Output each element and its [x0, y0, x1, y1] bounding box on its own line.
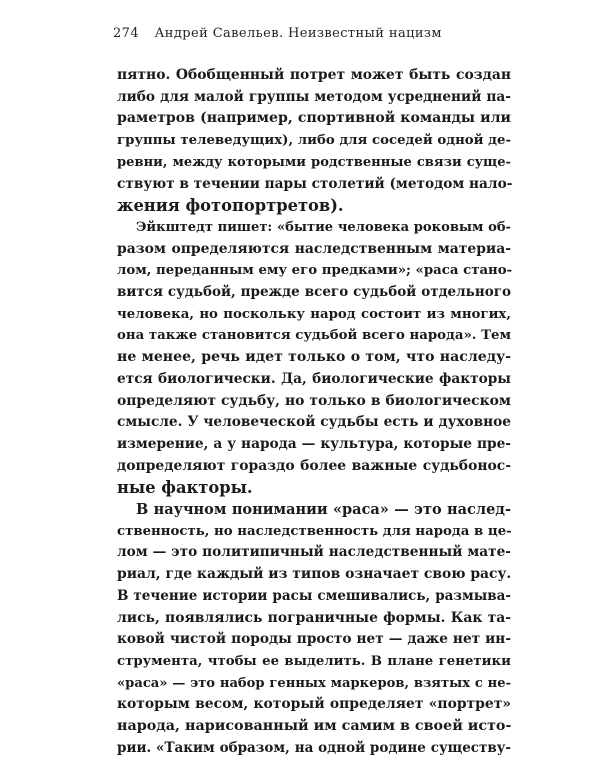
text-line: ные факторы.	[117, 478, 253, 498]
text-line: пятно. Обобщенный потрет может быть создан	[117, 67, 511, 83]
text-line: Эйкштедт пишет: «бытие человека роковым об-	[136, 219, 511, 235]
text-line: допределяют гораздо более важные судьбонос-	[117, 457, 511, 474]
running-title: Андрей Савельев. Неизвестный нацизм	[154, 26, 442, 41]
text-line: раметров (например, спортивной команды или	[117, 110, 511, 127]
text-line: ется биологически. Да, биологические факторы	[117, 370, 511, 387]
text-line: которым весом, который определяет «портрет»	[117, 696, 511, 713]
text-line: «раса» — это набор генных маркеров, взятых с не-	[117, 675, 511, 691]
text-line: смысле. У человеческой судьбы есть и духовное	[117, 414, 511, 431]
text-line: группы телеведущих), либо для соседей одной де-	[117, 133, 512, 149]
text-line: лись, появлялись пограничные формы. Как та-	[117, 609, 511, 626]
page-number: 274	[113, 26, 140, 41]
text-line: жения фотопортретов).	[117, 196, 344, 216]
text-line: человека, но поскольку народ состоит из многих,	[117, 306, 511, 322]
text-line: ственность, но наследственность для народа в це-	[117, 523, 512, 539]
text-line: струмента, чтобы ее выделить. В плане генетики	[117, 653, 511, 669]
text-line: определяют судьбу, но только в биологическом	[117, 392, 511, 409]
text-line: риал, где каждый из типов означает свою расу.	[117, 566, 512, 583]
text-line: ствуют в течении пары столетий (методом нало-	[117, 175, 513, 192]
body-text	[117, 65, 511, 760]
text-line: лом — это политипичный наследственный мате-	[117, 544, 511, 561]
text-line: лом, переданным ему его предками»; «раса стано-	[117, 263, 513, 279]
text-line: ковой чистой породы просто нет — даже нет ин-	[117, 631, 511, 648]
text-line: В научном понимании «раса» — это наслед-	[136, 501, 511, 519]
text-line: народа, нарисованный им самим в своей исто-	[117, 718, 512, 735]
text-line: не менее, речь идет только о том, что наследу-	[117, 349, 511, 366]
text-line: рии. «Таким образом, на одной родине существу-	[117, 739, 511, 756]
text-line: измерение, а у народа — культура, которые пре-	[117, 435, 511, 452]
text-line: либо для малой группы методом усреднений па-	[117, 88, 511, 105]
text-line: В течение истории расы смешивались, размыва-	[117, 587, 511, 604]
text-line: ревни, между которыми родственные связи суще-	[117, 154, 511, 170]
text-line: вится судьбой, прежде всего судьбой отдельного	[117, 284, 511, 301]
text-line: разом определяются наследственным материа-	[117, 240, 511, 257]
text-line: она также становится судьбой всего народа». Тем	[117, 328, 511, 344]
running-header	[113, 26, 442, 41]
